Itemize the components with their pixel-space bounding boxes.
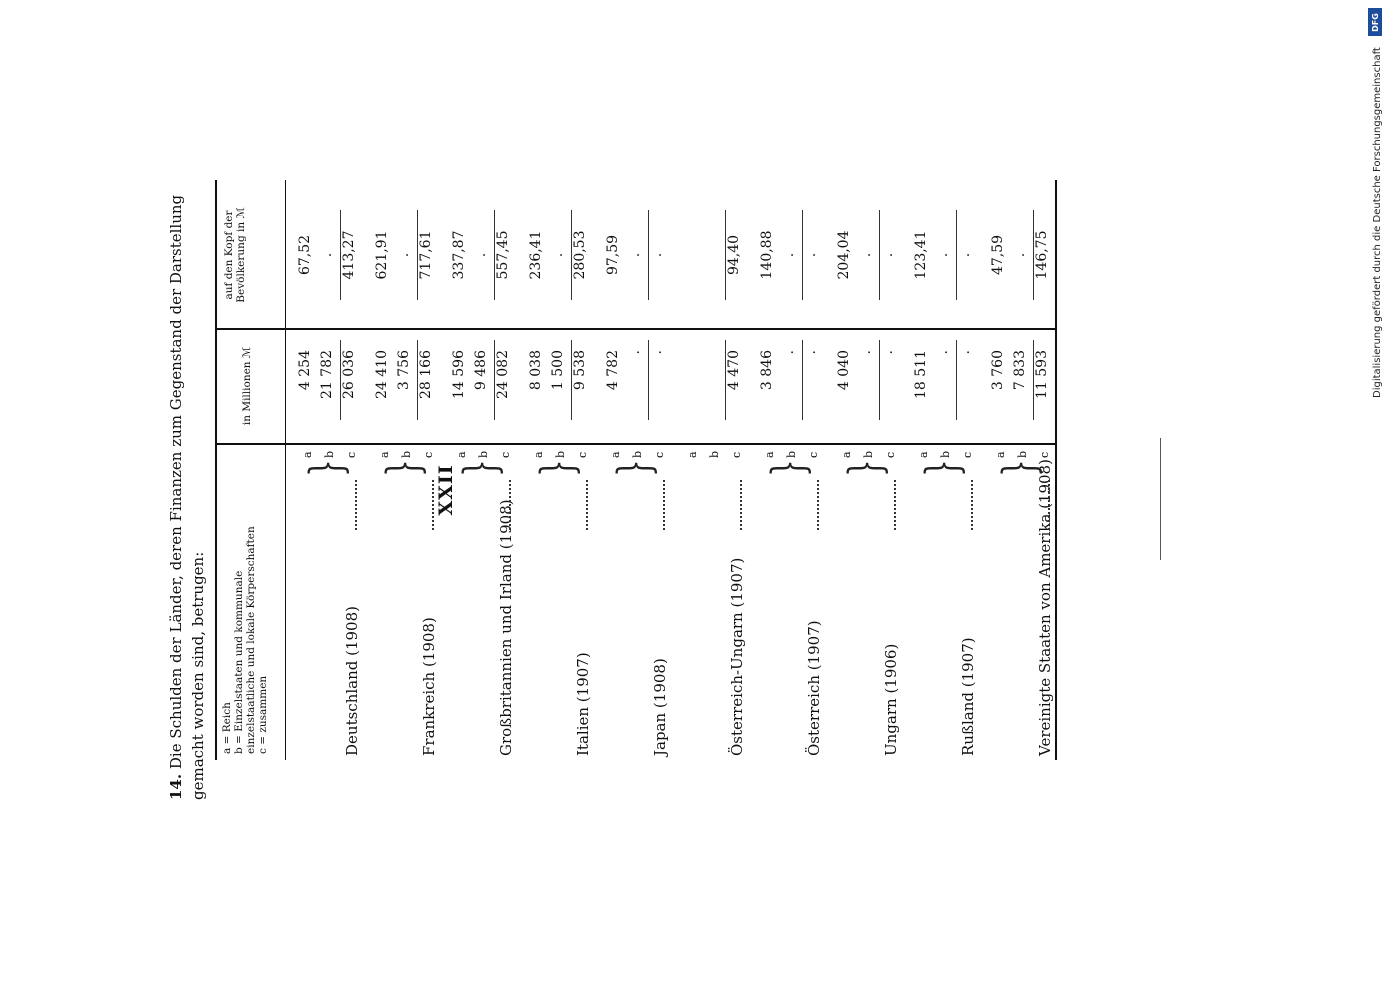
- sum-line: [494, 340, 495, 420]
- row-letter-b: b: [554, 450, 567, 458]
- per-capita-b: .: [858, 252, 874, 258]
- country-name: Deutschland (1908): [343, 606, 361, 756]
- value-c: 11 593: [1034, 350, 1050, 399]
- per-capita-b: .: [935, 252, 951, 258]
- row-letter-a: a: [301, 451, 314, 458]
- row-letter-a: a: [917, 451, 930, 458]
- per-capita-b: .: [550, 252, 566, 258]
- row-letter-c: c: [1038, 451, 1051, 458]
- table-row: [832, 180, 909, 760]
- row-letter-b: b: [939, 450, 952, 458]
- per-capita-b: .: [319, 252, 335, 258]
- table-row: [909, 180, 986, 760]
- row-letter-c: c: [576, 451, 589, 458]
- country-name: Frankreich (1908): [420, 617, 438, 756]
- country-name: Rußland (1907): [959, 637, 977, 756]
- sum-line-per-capita: [648, 210, 649, 300]
- value-a: 4 782: [605, 350, 621, 391]
- sum-line: [648, 340, 649, 420]
- per-capita-a: 67,52: [297, 234, 313, 276]
- sum-line-per-capita: [956, 210, 957, 300]
- sum-line: [879, 340, 880, 420]
- sum-line-per-capita: [494, 210, 495, 300]
- value-b: .: [781, 350, 797, 355]
- per-capita-a: 47,59: [990, 234, 1006, 276]
- per-capita-c: .: [957, 252, 973, 258]
- value-b: .: [627, 350, 643, 355]
- row-letter-a: a: [532, 451, 545, 458]
- value-b: 7 833: [1012, 350, 1028, 391]
- value-c: .: [803, 350, 819, 355]
- leader-dots: [894, 480, 896, 530]
- row-letter-b: b: [631, 450, 644, 458]
- table-row: [447, 180, 524, 760]
- row-letter-a: a: [609, 451, 622, 458]
- header-per-capita: auf den Kopf der Bevölkerung in ℳ: [223, 207, 247, 303]
- row-brace: }: [376, 459, 430, 477]
- per-capita-c: 413,27: [341, 230, 357, 280]
- row-brace: }: [915, 459, 969, 477]
- country-name: Österreich (1907): [805, 620, 823, 756]
- sum-line-per-capita: [802, 210, 803, 300]
- per-capita-a: 204,04: [836, 230, 852, 280]
- table-row: [293, 180, 370, 760]
- sum-line-per-capita: [340, 210, 341, 300]
- table-title-text: Die Schulden der Länder, deren Finanzen zum Gegenstand der Darstellung gemacht worden sind, betrugen:: [167, 194, 207, 800]
- per-capita-b: .: [396, 252, 412, 258]
- row-brace: }: [607, 459, 661, 477]
- row-letter-b: b: [785, 450, 798, 458]
- per-capita-c: .: [880, 252, 896, 258]
- sum-line-per-capita: [725, 210, 726, 300]
- leader-dots: [663, 480, 665, 530]
- table-title: [165, 180, 209, 800]
- leader-dots: [432, 480, 434, 530]
- sum-line: [725, 340, 726, 420]
- per-capita-a: 123,41: [913, 230, 929, 280]
- row-brace: }: [992, 459, 1046, 477]
- value-a: 4 040: [836, 350, 852, 391]
- per-capita-b: .: [473, 252, 489, 258]
- row-letter-a: a: [840, 451, 853, 458]
- top-rule: [215, 180, 217, 760]
- leader-dots: [586, 480, 588, 530]
- country-name: Ungarn (1906): [882, 643, 900, 756]
- leader-dots: [971, 480, 973, 530]
- per-capita-a: 140,88: [759, 230, 775, 280]
- sum-line: [340, 340, 341, 420]
- table-row: [986, 180, 1063, 760]
- value-c: 24 082: [495, 350, 511, 399]
- table-row: [678, 180, 755, 760]
- per-capita-c: 280,53: [572, 230, 588, 280]
- dfg-credit: Digitalisierung gefördert durch die Deutsche Forschungsgemeinschaft: [1372, 47, 1383, 398]
- table-number: 14.: [167, 773, 185, 800]
- table-row: [524, 180, 601, 760]
- row-letter-c: c: [422, 451, 435, 458]
- row-brace: }: [838, 459, 892, 477]
- row-letter-a: a: [686, 451, 699, 458]
- row-letter-b: b: [400, 450, 413, 458]
- table-row: [755, 180, 832, 760]
- header-rule: [285, 180, 286, 760]
- debt-table: [215, 180, 1075, 760]
- per-capita-a: 236,41: [528, 230, 544, 280]
- per-capita-c: 717,61: [418, 230, 434, 280]
- sum-line: [571, 340, 572, 420]
- row-letter-b: b: [862, 450, 875, 458]
- row-letter-c: c: [807, 451, 820, 458]
- value-a: 3 846: [759, 350, 775, 391]
- value-b: 9 486: [473, 350, 489, 391]
- country-name: Japan (1908): [651, 658, 669, 756]
- legend: [221, 514, 269, 754]
- row-letter-c: c: [730, 451, 743, 458]
- row-letter-a: a: [763, 451, 776, 458]
- value-b: .: [935, 350, 951, 355]
- row-brace: }: [453, 459, 507, 477]
- per-capita-c: 557,45: [495, 230, 511, 280]
- value-c: 4 470: [726, 350, 742, 391]
- sum-line-per-capita: [417, 210, 418, 300]
- row-letter-a: a: [378, 451, 391, 458]
- leader-dots: [1048, 480, 1050, 530]
- sum-line: [956, 340, 957, 420]
- header-millions: in Millionen ℳ: [241, 346, 253, 426]
- row-letter-c: c: [653, 451, 666, 458]
- per-capita-c: 146,75: [1034, 230, 1050, 280]
- per-capita-b: .: [627, 252, 643, 258]
- value-a: 18 511: [913, 350, 929, 399]
- country-name: Großbritannien und Irland (1908): [497, 499, 515, 756]
- per-capita-b: .: [781, 252, 797, 258]
- row-letter-c: c: [499, 451, 512, 458]
- pencil-line: [1160, 438, 1161, 560]
- sum-line: [1033, 340, 1034, 420]
- per-capita-a: 337,87: [451, 230, 467, 280]
- leader-dots: [740, 480, 742, 530]
- country-name: Italien (1907): [574, 652, 592, 756]
- table-row: [601, 180, 678, 760]
- row-letter-c: c: [884, 451, 897, 458]
- value-b: 3 756: [396, 350, 412, 391]
- leader-dots: [509, 480, 511, 530]
- value-c: 28 166: [418, 350, 434, 399]
- row-brace: }: [761, 459, 815, 477]
- row-letter-b: b: [708, 450, 721, 458]
- value-c: .: [880, 350, 896, 355]
- value-a: 24 410: [374, 350, 390, 399]
- sum-line-per-capita: [1033, 210, 1034, 300]
- row-letter-b: b: [1016, 450, 1029, 458]
- per-capita-c: .: [649, 252, 665, 258]
- table-row: [370, 180, 447, 760]
- value-b: .: [858, 350, 874, 355]
- leader-dots: [355, 480, 357, 530]
- value-c: .: [649, 350, 665, 355]
- value-c: 9 538: [572, 350, 588, 391]
- row-letter-a: a: [994, 451, 1007, 458]
- value-b: 21 782: [319, 350, 335, 399]
- sum-line: [417, 340, 418, 420]
- country-name: Österreich-Ungarn (1907): [728, 557, 746, 756]
- value-a: 8 038: [528, 350, 544, 391]
- per-capita-a: 97,59: [605, 234, 621, 276]
- row-letter-b: b: [323, 450, 336, 458]
- value-c: 26 036: [341, 350, 357, 399]
- per-capita-c: 94,40: [726, 234, 742, 276]
- per-capita-c: .: [803, 252, 819, 258]
- row-brace: }: [530, 459, 584, 477]
- value-b: 1 500: [550, 350, 566, 391]
- rotated-page: XXII 14. Die Schulden der Länder, deren Finanzen zum Gegenstand der Darstellung gemacht worden sind, betrugen: a = Reich b = Einzelstaaten und kommunale einzelstaatliche und lokale Körperschaften c = zusammen in Millionen ℳ auf den Kopf der Bevölkerung in ℳ Deutschland (1908) } a 4 254 67,52 b 21 782 . c 26 036 413,27 Frankreich (1908) } a 24 410 621,91 b 3 756 . c 28 166 717,61 Großbritannien und Irland (1908) } a 14 596 337,87 b 9 486 . c 24 082 557,45 Italien (1907) } a 8 038 236,41 b 1 500 . c 9 538 280,53 Japan (1908) } a 4 782 97,59 b . . c . . Österreich-Ungarn (1907) a b c 4 470 94,40 Österreich (1907) } a 3 846 140,88 b . . c . . Ungarn (1906) } a 4 040 204,04 b . . c . . Rußland (1907) } a 18 511 123,41 b . . c . . Vereinigte Staaten von Amerika (1908) } a 3 760 47,59 b 7 833 . c 11 593 146,75: [145, 180, 1065, 800]
- per-capita-b: .: [1012, 252, 1028, 258]
- value-a: 3 760: [990, 350, 1006, 391]
- row-letter-c: c: [961, 451, 974, 458]
- leader-dots: [817, 480, 819, 530]
- per-capita-a: 621,91: [374, 230, 390, 280]
- row-letter-c: c: [345, 451, 358, 458]
- country-name: Vereinigte Staaten von Amerika (1908): [1036, 459, 1054, 756]
- row-letter-a: a: [455, 451, 468, 458]
- value-a: 4 254: [297, 350, 313, 391]
- dfg-logo: DFG: [1368, 8, 1382, 36]
- row-brace: }: [299, 459, 353, 477]
- row-letter-b: b: [477, 450, 490, 458]
- value-a: 14 596: [451, 350, 467, 399]
- sum-line-per-capita: [571, 210, 572, 300]
- legend-c: c = zusammen: [257, 675, 269, 754]
- legend-a: a = Reich: [221, 702, 233, 754]
- sum-line-per-capita: [879, 210, 880, 300]
- legend-b: b = Einzelstaaten und kommunale einzelstaatliche und lokale Körperschaften: [233, 526, 257, 754]
- sum-line: [802, 340, 803, 420]
- value-c: .: [957, 350, 973, 355]
